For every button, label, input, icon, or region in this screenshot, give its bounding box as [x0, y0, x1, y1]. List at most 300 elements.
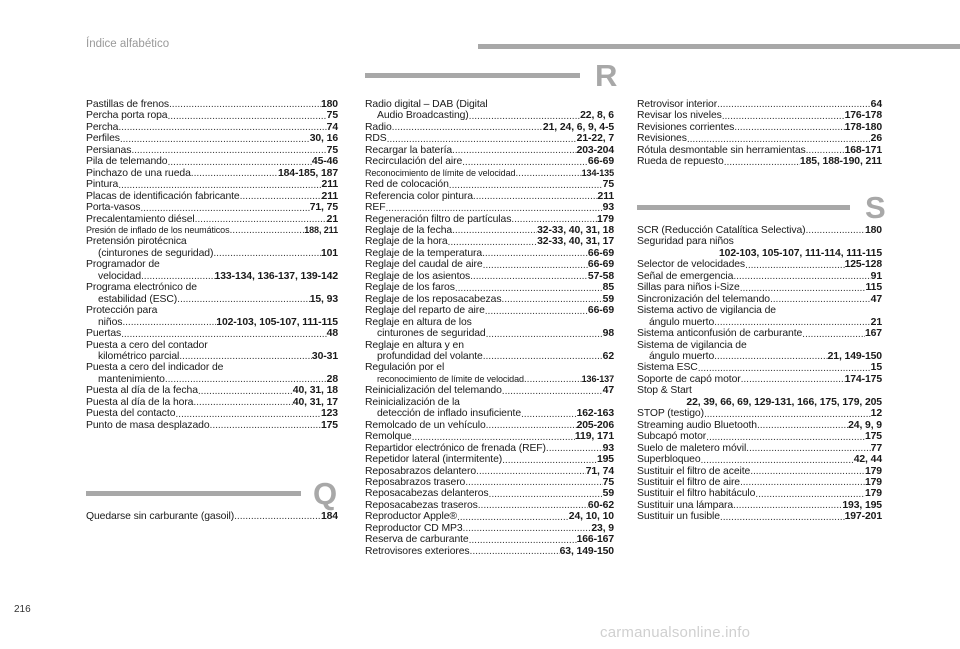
index-entry — [365, 191, 614, 202]
entry-term: Pintura — [86, 179, 119, 191]
index-entry — [86, 340, 338, 351]
page-number: 216 — [14, 604, 31, 615]
entry-term: Porta-vasos — [86, 202, 141, 214]
index-entry: 22, 39, 66, 69, 129-131, 166, 175, 179, 205 — [686, 396, 882, 408]
index-entry — [365, 317, 614, 328]
dot-leader — [177, 295, 310, 305]
entry-term: Remolcado de un vehículo — [365, 419, 486, 431]
entry-term: profundidad del volante — [377, 350, 483, 362]
dot-leader — [501, 295, 602, 305]
entry-pages: 21-22, 7 — [576, 133, 614, 145]
index-entry — [637, 225, 882, 236]
index-entry — [637, 431, 882, 442]
entry-pages: 12 — [870, 408, 882, 420]
entry-term: Streaming audio Bluetooth — [637, 419, 757, 431]
entry-term: Reglaje del reparto de aire — [365, 305, 485, 317]
header-rule — [478, 44, 960, 49]
index-entry — [365, 305, 614, 316]
entry-pages: 40, 31, 17 — [292, 396, 338, 408]
entry-pages: 64 — [870, 99, 882, 110]
index-entry — [365, 454, 614, 465]
dot-leader — [483, 352, 603, 362]
index-entry — [637, 466, 882, 477]
dot-leader — [140, 204, 309, 214]
entry-term: Placas de identificación fabricante — [86, 190, 240, 202]
index-entry — [365, 133, 614, 144]
dot-leader — [240, 192, 322, 202]
dot-leader — [698, 364, 871, 374]
dot-leader — [524, 375, 582, 385]
entry-term: Puesta a cero del contador — [86, 339, 208, 351]
dot-leader — [740, 478, 865, 488]
index-entry — [637, 282, 882, 293]
dot-leader — [463, 524, 592, 534]
entry-term: Retrovisores exteriores — [365, 545, 470, 557]
index-entry — [365, 110, 614, 121]
entry-term: Suelo de maletero móvil — [637, 442, 747, 454]
dot-leader — [167, 112, 326, 122]
dot-leader — [687, 135, 871, 145]
entry-term: Repartidor electrónico de frenada (REF) — [365, 442, 546, 454]
entry-pages: 62 — [602, 350, 614, 362]
entry-pages: 21 — [870, 316, 882, 328]
dot-leader — [470, 547, 560, 557]
entry-term: Reglaje en altura y en — [365, 339, 464, 351]
dot-leader — [470, 272, 588, 282]
dot-leader — [118, 123, 326, 133]
dot-leader — [745, 261, 845, 271]
index-entry — [86, 156, 338, 167]
index-entry — [637, 110, 882, 121]
dot-leader — [193, 398, 292, 408]
dot-leader — [230, 226, 305, 236]
dot-leader — [701, 456, 854, 466]
entry-term: Revisiones — [637, 133, 687, 145]
entry-term: Referencia color pintura — [365, 190, 473, 202]
entry-term: Quedarse sin carburante (gasoil) — [86, 511, 235, 522]
entry-term: REF — [365, 202, 386, 214]
index-entry — [637, 145, 882, 156]
entry-term: Sillas para niños i-Size — [637, 282, 740, 294]
index-entry — [637, 362, 882, 373]
dot-leader — [462, 158, 588, 168]
index-entry — [365, 362, 614, 373]
entry-pages: 203-204 — [576, 144, 614, 156]
index-entry — [86, 420, 338, 431]
dot-leader — [802, 330, 865, 340]
index-entry — [365, 156, 614, 167]
entry-pages: 193, 195 — [842, 499, 882, 511]
index-entry — [365, 488, 614, 499]
section-header-s — [637, 192, 886, 223]
entry-term: Sustituir una lámpara — [637, 499, 734, 511]
entry-term: Pila de telemando — [86, 156, 168, 168]
index-entry — [637, 340, 882, 351]
index-entry — [86, 99, 338, 110]
entry-pages: 75 — [602, 476, 614, 488]
index-entry — [637, 133, 882, 144]
entry-term: Puesta al día de la fecha — [86, 385, 198, 397]
dot-leader — [195, 215, 327, 225]
entry-pages: 32-33, 40, 31, 17 — [537, 236, 614, 248]
dot-leader — [741, 375, 845, 385]
section-rule — [637, 205, 850, 210]
dot-leader — [722, 112, 845, 122]
entry-term: Puesta del contacto — [86, 408, 176, 420]
dot-leader — [175, 410, 321, 420]
entry-pages: 195 — [596, 454, 614, 466]
entry-pages: 134-135 — [581, 167, 614, 178]
entry-pages: 179 — [596, 213, 614, 225]
entry-term: Reglaje del caudal de aire — [365, 259, 483, 271]
dot-leader — [122, 318, 216, 328]
entry-pages: 101 — [320, 247, 338, 259]
index-entry — [86, 294, 338, 305]
dot-leader — [486, 330, 603, 340]
entry-term: Reinicialización del telemando — [365, 385, 502, 397]
entry-term: Protección para — [86, 305, 158, 317]
index-entry — [637, 385, 882, 396]
index-entry — [365, 500, 614, 511]
entry-pages: 77 — [870, 442, 882, 454]
entry-term: Programador de — [86, 259, 160, 271]
entry-term: Reglaje en altura de los — [365, 316, 472, 328]
entry-pages: 24, 9, 9 — [848, 419, 882, 431]
entry-pages: 115 — [865, 282, 882, 294]
dot-leader — [473, 192, 598, 202]
entry-pages: 47 — [602, 385, 614, 397]
dot-leader — [452, 226, 537, 236]
index-entry — [637, 488, 882, 499]
entry-term: Radio — [365, 121, 392, 133]
entry-pages: 71, 74 — [585, 465, 614, 477]
dot-leader — [521, 410, 577, 420]
entry-pages: 75 — [602, 179, 614, 191]
index-entry — [365, 340, 614, 351]
index-column-r-cont — [637, 99, 882, 168]
index-entry — [365, 328, 614, 339]
dot-leader — [469, 112, 580, 122]
index-entry — [365, 408, 614, 419]
index-entry — [86, 351, 338, 362]
entry-term: Subcapó motor — [637, 431, 707, 443]
dot-leader — [485, 307, 588, 317]
section-letter: Q — [313, 476, 338, 511]
dot-leader — [455, 284, 603, 294]
entry-term: kilométrico parcial — [98, 350, 180, 362]
index-entry — [86, 236, 338, 247]
dot-leader — [476, 467, 586, 477]
entry-term: velocidad — [98, 270, 142, 282]
index-entry — [365, 466, 614, 477]
index-entry — [637, 477, 882, 488]
dot-leader — [392, 123, 543, 133]
entry-pages: 174-175 — [844, 373, 882, 385]
entry-pages: 125-128 — [844, 259, 882, 271]
entry-term: Audio Broadcasting) — [377, 110, 469, 122]
entry-pages: 205-206 — [576, 419, 614, 431]
index-entry — [86, 259, 338, 270]
entry-term: Puesta a cero del indicador de — [86, 362, 224, 374]
entry-term: Repetidor lateral (intermitente) — [365, 454, 503, 466]
entry-pages: 175 — [864, 431, 882, 443]
dot-leader — [740, 284, 866, 294]
dot-leader — [118, 181, 321, 191]
section-header-r — [365, 60, 617, 91]
entry-term: (cinturones de seguridad) — [98, 247, 214, 259]
entry-pages: 59 — [602, 488, 614, 500]
dot-leader — [465, 478, 602, 488]
dot-leader — [489, 490, 603, 500]
index-entry — [365, 99, 614, 110]
entry-pages: 136-137 — [581, 373, 614, 384]
page-header-title: Índice alfabético — [86, 38, 170, 50]
dot-leader — [469, 536, 577, 546]
dot-leader — [213, 249, 321, 259]
entry-term: Sistema activo de vigilancia de — [637, 305, 776, 317]
entry-term: Superbloqueo — [637, 454, 701, 466]
entry-pages: 119, 171 — [574, 431, 614, 443]
entry-pages: 60-62 — [587, 499, 614, 511]
entry-pages: 85 — [602, 282, 614, 294]
dot-leader — [502, 456, 597, 466]
dot-leader — [714, 352, 827, 362]
dot-leader — [385, 204, 602, 214]
dot-leader — [750, 467, 865, 477]
section-rule — [86, 491, 301, 496]
entry-pages: 15 — [870, 362, 882, 374]
dot-leader — [806, 226, 865, 236]
index-entry — [637, 259, 882, 270]
dot-leader — [452, 146, 577, 156]
index-entry — [365, 225, 614, 236]
entry-term: Percha porta ropa — [86, 110, 168, 122]
section-letter: S — [865, 190, 886, 225]
index-entry — [637, 317, 882, 328]
index-entry — [86, 328, 338, 339]
dot-leader — [234, 512, 321, 522]
entry-pages: 74 — [326, 121, 338, 133]
entry-pages: 23, 9 — [591, 522, 614, 534]
index-entry — [637, 374, 882, 385]
entry-term: ángulo muerto — [649, 316, 715, 328]
entry-pages: 162-163 — [576, 408, 614, 420]
index-entry — [637, 122, 882, 133]
index-entry — [365, 202, 614, 213]
dot-leader — [717, 100, 871, 110]
entry-term: Puesta al día de la hora — [86, 396, 194, 408]
index-entry — [365, 271, 614, 282]
entry-term: Reconocimiento de límite de velocidad — [365, 167, 516, 178]
entry-pages: 21 — [326, 213, 338, 225]
entry-pages: 184-185, 187 — [277, 167, 338, 179]
entry-term: Remolque — [365, 431, 412, 443]
entry-pages: 66-69 — [587, 247, 614, 259]
dot-leader — [191, 169, 278, 179]
entry-term: Pinchazo de una rueda — [86, 167, 191, 179]
entry-pages: 71, 75 — [309, 202, 338, 214]
index-entry — [637, 156, 882, 167]
entry-pages: 32-33, 40, 31, 18 — [537, 224, 614, 236]
entry-term: detección de inflado insuficiente — [377, 408, 522, 420]
entry-pages: 185, 188-190, 211 — [799, 156, 882, 168]
entry-term: cinturones de seguridad — [377, 328, 486, 340]
dot-leader — [169, 100, 321, 110]
dot-leader — [141, 272, 215, 282]
entry-term: Rótula desmontable sin herramientas — [637, 144, 806, 156]
entry-pages: 26 — [870, 133, 882, 145]
entry-pages: 48 — [326, 328, 338, 340]
entry-term: Pastillas de frenos — [86, 99, 170, 110]
entry-pages: 63, 149-150 — [559, 545, 614, 557]
dot-leader — [720, 513, 845, 523]
entry-term: Soporte de capó motor — [637, 373, 741, 385]
entry-term: Reglaje de la fecha — [365, 224, 453, 236]
entry-term: Radio digital – DAB (Digital — [365, 99, 488, 110]
index-entry — [637, 454, 882, 465]
index-entry — [365, 511, 614, 522]
entry-term: ángulo muerto — [649, 350, 715, 362]
index-column-q — [86, 511, 338, 522]
dot-leader — [704, 410, 871, 420]
dot-leader — [733, 272, 870, 282]
index-entry — [637, 443, 882, 454]
entry-pages: 178-180 — [844, 121, 882, 133]
entry-pages: 168-171 — [844, 144, 882, 156]
entry-term: Sincronización del telemando — [637, 293, 770, 305]
entry-pages: 166-167 — [576, 534, 614, 546]
index-entry: 102-103, 105-107, 111-114, 111-115 — [718, 247, 882, 259]
index-entry — [86, 408, 338, 419]
index-entry — [365, 397, 614, 408]
index-entry — [86, 168, 338, 179]
index-entry — [637, 511, 882, 522]
entry-pages: 57-58 — [587, 270, 614, 282]
entry-term: STOP (testigo) — [637, 408, 704, 420]
index-column-p — [86, 99, 338, 431]
entry-term: Stop & Start — [637, 385, 692, 397]
index-entry — [365, 374, 614, 385]
entry-term: Sustituir el filtro de aceite — [637, 465, 751, 477]
entry-term: mantenimiento — [98, 373, 165, 385]
index-entry — [86, 511, 338, 522]
entry-term: Sistema anticonfusión de carburante — [637, 328, 803, 340]
entry-pages: 175 — [320, 419, 338, 431]
index-entry — [365, 214, 614, 225]
index-column-r — [365, 99, 614, 557]
entry-term: Sistema ESC — [637, 362, 698, 374]
index-entry — [86, 362, 338, 373]
entry-pages: 24, 10, 10 — [568, 511, 614, 523]
entry-term: Seguridad para niños — [637, 236, 734, 248]
entry-term: Selector de velocidades — [637, 259, 746, 271]
entry-term: Retrovisor interior — [637, 99, 718, 110]
entry-term: Reglaje de los reposacabezas — [365, 293, 502, 305]
entry-term: niños — [98, 316, 123, 328]
index-entry — [365, 145, 614, 156]
index-entry — [365, 443, 614, 454]
dot-leader — [198, 387, 293, 397]
entry-pages: 197-201 — [844, 511, 882, 523]
entry-pages: 30, 16 — [309, 133, 338, 145]
index-column-s — [637, 225, 882, 523]
index-entry — [86, 374, 338, 385]
entry-pages: 47 — [870, 293, 882, 305]
entry-term: Reproductor Apple® — [365, 511, 457, 523]
index-entry — [365, 179, 614, 190]
entry-term: Reposabrazos delantero — [365, 465, 477, 477]
entry-term: Señal de emergencia — [637, 270, 734, 282]
index-entry — [86, 122, 338, 133]
entry-pages: 15, 93 — [309, 293, 338, 305]
index-entry — [637, 328, 882, 339]
entry-pages: 66-69 — [587, 259, 614, 271]
index-entry — [365, 282, 614, 293]
entry-pages: 176-178 — [844, 110, 882, 122]
index-entry — [637, 420, 882, 431]
dot-leader — [515, 169, 581, 179]
entry-pages: 102-103, 105-107, 111-115 — [216, 316, 338, 328]
entry-pages: 93 — [602, 442, 614, 454]
index-entry — [86, 145, 338, 156]
index-entry — [86, 179, 338, 190]
entry-pages: 45-46 — [311, 156, 338, 168]
dot-leader — [706, 433, 865, 443]
entry-term: Pretensión pirotécnica — [86, 236, 187, 248]
section-header-q — [86, 478, 337, 509]
entry-term: reconocimiento de límite de velocidad — [377, 373, 524, 384]
index-entry — [365, 294, 614, 305]
watermark: carmanualsonline.info — [600, 624, 751, 641]
entry-term: Persianas — [86, 144, 132, 156]
entry-pages: 28 — [326, 373, 338, 385]
dot-leader — [478, 501, 588, 511]
entry-term: Regeneración filtro de partículas — [365, 213, 512, 225]
entry-pages: 66-69 — [587, 305, 614, 317]
entry-pages: 188, 211 — [304, 224, 338, 235]
entry-pages: 180 — [864, 225, 882, 236]
entry-pages: 59 — [602, 293, 614, 305]
entry-term: Reproductor CD MP3 — [365, 522, 463, 534]
dot-leader — [486, 421, 577, 431]
dot-leader — [502, 387, 603, 397]
index-entry — [637, 351, 882, 362]
entry-term: estabilidad (ESC) — [98, 293, 178, 305]
dot-leader — [806, 146, 845, 156]
index-entry — [365, 534, 614, 545]
entry-term: Recirculación del aire — [365, 156, 463, 168]
entry-pages: 211 — [597, 190, 614, 202]
entry-term: Reserva de carburante — [365, 534, 469, 546]
dot-leader — [120, 135, 310, 145]
index-entry — [86, 305, 338, 316]
entry-term: Programa electrónico de — [86, 282, 197, 294]
entry-term: Perfiles — [86, 133, 120, 145]
entry-pages: 42, 44 — [853, 454, 882, 466]
index-entry — [365, 431, 614, 442]
index-entry — [637, 500, 882, 511]
dot-leader — [714, 318, 871, 328]
dot-leader — [179, 352, 312, 362]
entry-term: Presión de inflado de los neumáticos — [86, 224, 230, 235]
dot-leader — [167, 158, 311, 168]
entry-term: SCR (Reducción Catalítica Selectiva) — [637, 225, 806, 236]
entry-pages: 21, 24, 6, 9, 4-5 — [542, 121, 614, 133]
entry-pages: 123 — [320, 408, 338, 420]
index-entry — [86, 225, 338, 236]
entry-term: Reposacabezas traseros — [365, 499, 478, 511]
dot-leader — [448, 238, 538, 248]
